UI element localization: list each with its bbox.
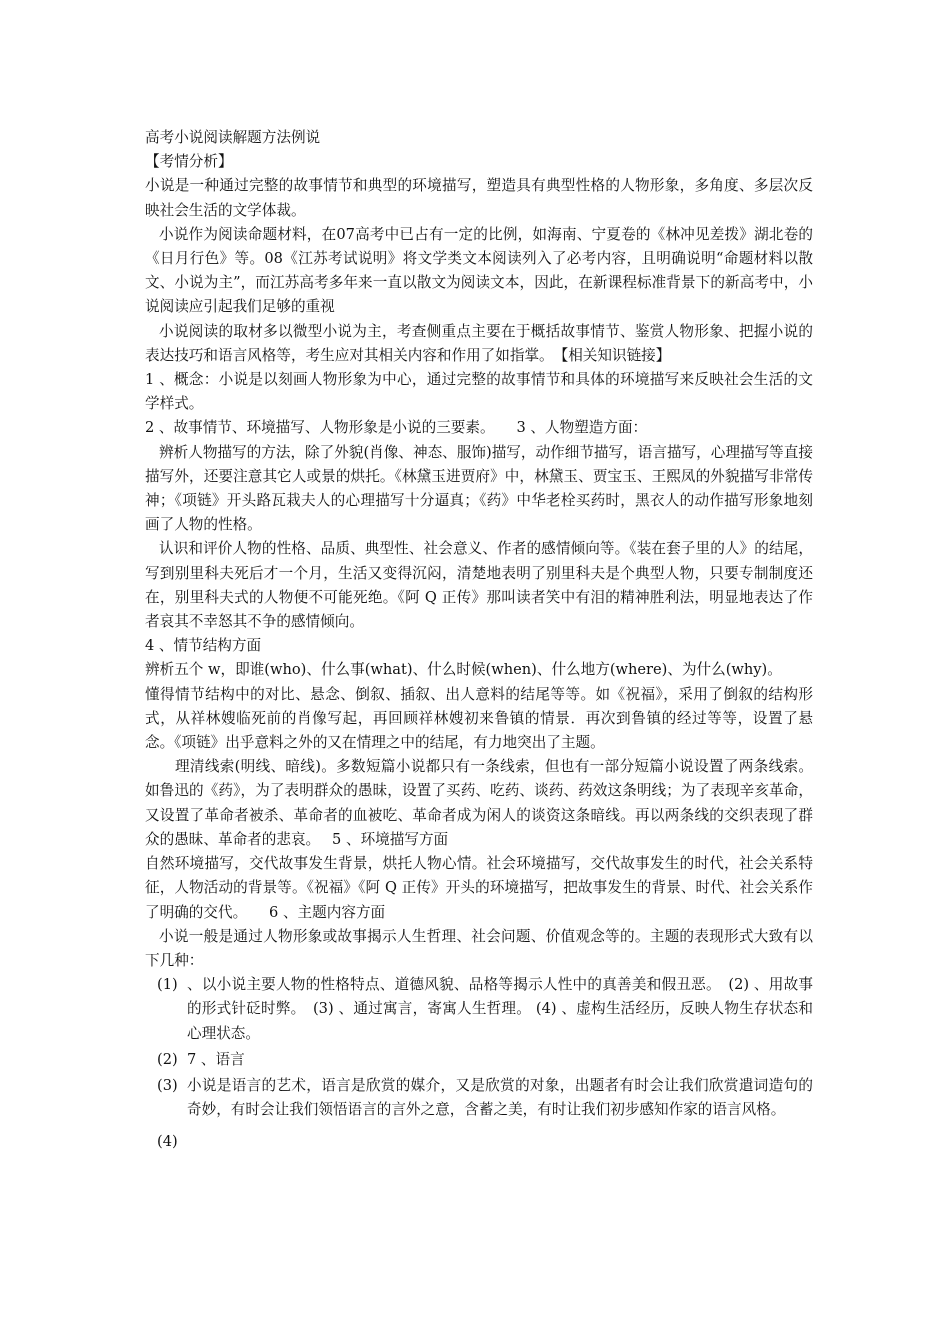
theme-form-list [145,973,813,1154]
list-item [145,973,813,1046]
list-item [145,1048,813,1072]
list-item-text [187,1133,192,1150]
list-item-number: (1) [157,976,178,994]
section-heading-exam-analysis: 【考情分析】 [145,153,233,171]
document-title: 高考小说阅读解题方法例说 [145,129,321,146]
paragraph-exam-material: 小说作为阅读命题材料，在07高考中已占有一定的比例，如海南、宁夏卷的《林冲见差拨》湖北卷的《日月行色》等。08《江苏考试说明》将文学类文本阅读列入了必考内容，且明确说明“命题材料以散文、小说为主”，而江苏高考多年来一直以散文为阅读文本，因此，在新课程标准背景下的新高考中，小说阅读应引起我们足够的重视 [145,225,813,316]
list-item-text: 、以小说主要人物的性格特点、道德风貌、品格等揭示人性中的真善美和假丑恶。 (2) 、用故事的形式针砭时弊。 (3) 、通过寓言，寄寓人生哲理。 (4) 、虚构生活经历，反映人物生存状态和心理状态。 [187,976,813,1042]
paragraph-plot-heading: 4 、情节结构方面 [145,637,262,655]
paragraph-environment: 自然环境描写，交代故事发生背景，烘托人物心情。社会环境描写，交代故事发生的时代，社会关系特征，人物活动的背景等。《祝福》《阿 Q 正传》开头的环境描写，把故事发生的背景、时代、社会关系作了明确的交代。 6 、主题内容方面 [145,855,813,921]
paragraph-character-description: 辨析人物描写的方法，除了外貌(肖像、神态、服饰)描写，动作细节描写，语言描写，心理描写等直接描写外，还要注意其它人或景的烘托。《林黛玉进贾府》中，林黛玉、贾宝玉、王熙凤的外貌描写非常传神；《项链》开头路瓦栽夫人的心理描写十分逼真；《药》中华老栓买药时，黑衣人的动作描写形象地刻画了人物的性格。 [145,443,813,534]
list-item-number: (3) [157,1076,178,1094]
document-page [145,126,813,1157]
list-item [145,1130,813,1154]
paragraph-reading-focus: 小说阅读的取材多以微型小说为主，考查侧重点主要在于概括故事情节、鉴赏人物形象、把握小说的表达技巧和语言风格等，考生应对其相关内容和作用了如指掌。 【相关知识链接】 [145,322,813,364]
paragraph-three-elements: 2 、故事情节、环境描写、人物形象是小说的三要素。 3 、人物塑造方面： [145,419,648,437]
paragraph-clues: 理清线索(明线、暗线)。多数短篇小说都只有一条线索，但也有一部分短篇小说设置了两条线索。如鲁迅的《药》，为了表明群众的愚昧，设置了买药、吃药、谈药、药效这条明线；为了表现辛亥革命，又设置了革命者被杀、革命者的血被吃、革命者成为闲人的谈资这条暗线。再以两条线的交织表现了群众的愚昧、革命者的悲哀。 5 、环境描写方面 [145,758,813,848]
paragraph-theme: 小说一般是通过人物形象或故事揭示人生哲理、社会问题、价值观念等的。主题的表现形式大致有以下几种： [145,927,813,969]
paragraph-five-w: 辨析五个 w，即谁(who)、什么事(what)、什么时候(when)、什么地方(where)、为什么(why)。 [145,661,782,679]
list-item-number: (4) [157,1133,178,1151]
list-item-text: 小说是语言的艺术，语言是欣赏的媒介，又是欣赏的对象，出题者有时会让我们欣赏遣词造句的奇妙，有时会让我们领悟语言的言外之意，含蓄之美，有时让我们初步感知作家的语言风格。 [187,1076,813,1119]
paragraph-character-evaluation: 认识和评价人物的性格、品质、典型性、社会意义、作者的感情倾向等。《装在套子里的人》的结尾，写到别里科夫死后才一个月，生活又变得沉闷，清楚地表明了别里科夫是个典型人物，只要专制制度还在，别里科夫式的人物便不可能死绝。《阿 Q 正传》那叫读者笑中有泪的精神胜利法，明显地表达了作者哀其不幸怒其不争的感情倾向。 [145,540,813,631]
list-item-number: (2) [157,1050,178,1068]
paragraph-plot-structure: 懂得情节结构中的对比、悬念、倒叙、插叙、出人意料的结尾等等。如《祝福》，采用了倒叙的结构形式，从祥林嫂临死前的肖像写起，再回顾祥林嫂初来鲁镇的情景．再次到鲁镇的经过等等，设置了悬念。《项链》出乎意料之外的又在情理之中的结尾，有力地突出了主题。 [145,685,813,752]
paragraph-concept: 1 、概念：小说是以刻画人物形象为中心，通过完整的故事情节和具体的环境描写来反映社会生活的文学样式。 [145,371,813,413]
paragraph-novel-definition: 小说是一种通过完整的故事情节和典型的环境描写，塑造具有典型性格的人物形象，多角度、多层次反映社会生活的文学体裁。 [145,177,813,219]
list-item-text: 7 、语言 [187,1050,245,1068]
list-item [145,1074,813,1122]
